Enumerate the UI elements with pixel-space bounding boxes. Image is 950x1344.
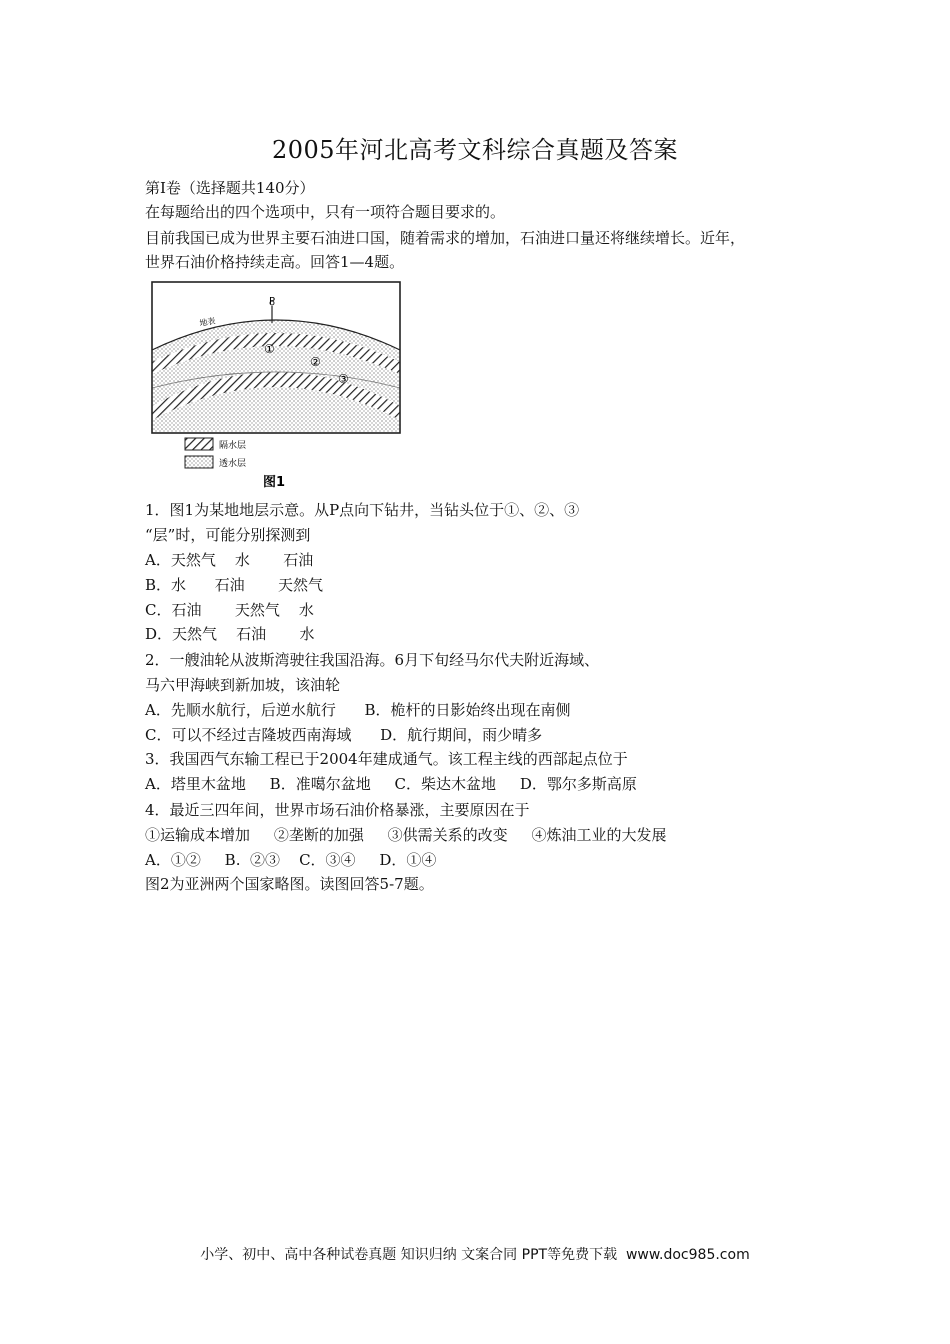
legend-impermeable-label: 隔水层 [219,441,247,451]
legend-permeable-swatch [185,456,213,468]
question-1-option-a: A．天然气 水 石油 [145,551,314,569]
question-3-stem: 3．我国西气东输工程已于2004年建成通气。该工程主线的西部起点位于 [145,750,628,768]
strata-layers [152,320,400,433]
question-2-stem: 2．一艘油轮从波斯湾驶往我国沿海。6月下旬经马尔代夫附近海域、 [145,651,600,669]
question-1-stem: 1．图1为某地地层示意。从P点向下钻井，当钻头位于①、②、③ [145,501,580,519]
layer-1-label: ① [264,342,275,356]
figure-caption: 图1 [263,475,286,490]
instruction-text: 在每题给出的四个选项中，只有一项符合题目要求的。 [145,203,506,221]
passage-text-line-2: 世界石油价格持续走高。回答1—4题。 [145,253,405,271]
legend-permeable-label: 透水层 [219,459,247,469]
question-1-option-b: B．水 石油 天然气 [145,576,324,594]
figure-1-strata-diagram [145,276,407,492]
question-3-options: A．塔里木盆地 B．准噶尔盆地 C．柴达木盆地 D．鄂尔多斯高原 [145,775,637,793]
section-heading: 第Ⅰ卷（选择题共140分） [145,179,315,197]
point-p-label: P [269,296,276,307]
layer-2-label: ② [310,355,321,369]
question-1-option-c: C．石油 天然气 水 [145,601,314,619]
legend-impermeable-swatch [185,438,213,450]
passage-text-line-1: 目前我国已成为世界主要石油进口国，随着需求的增加，石油进口量还将继续增长。近年， [145,229,746,247]
question-2-stem-continued: 马六甲海峡到新加坡，该油轮 [145,676,341,694]
question-4-options: A．①② B. ②③ C．③④ D．①④ [145,851,437,869]
question-4-statements: ①运输成本增加 ②垄断的加强 ③供需关系的改变 ④炼油工业的大发展 [145,826,667,844]
figure-2-intro: 图2为亚洲两个国家略图。读图回答5-7题。 [145,875,434,893]
question-4-stem: 4．最近三四年间，世界市场石油价格暴涨，主要原因在于 [145,801,530,819]
page-title: 2005年河北高考文科综合真题及答案 [271,136,679,164]
question-2-options-cd: C．可以不经过吉隆坡西南海域 D．航行期间，雨少晴多 [145,726,543,744]
question-1-stem-continued: “层”时，可能分别探测到 [145,526,311,544]
question-1-option-d: D．天然气 石油 水 [145,625,315,643]
page-footer: 小学、初中、高中各种试卷真题 知识归纳 文案合同 PPT等免费下载 www.doc985.com [200,1247,750,1263]
layer-3-label: ③ [338,372,349,386]
surface-label: 地表 [198,316,217,328]
question-2-options-ab: A．先顺水航行，后逆水航行 B．桅杆的日影始终出现在南侧 [145,701,571,719]
